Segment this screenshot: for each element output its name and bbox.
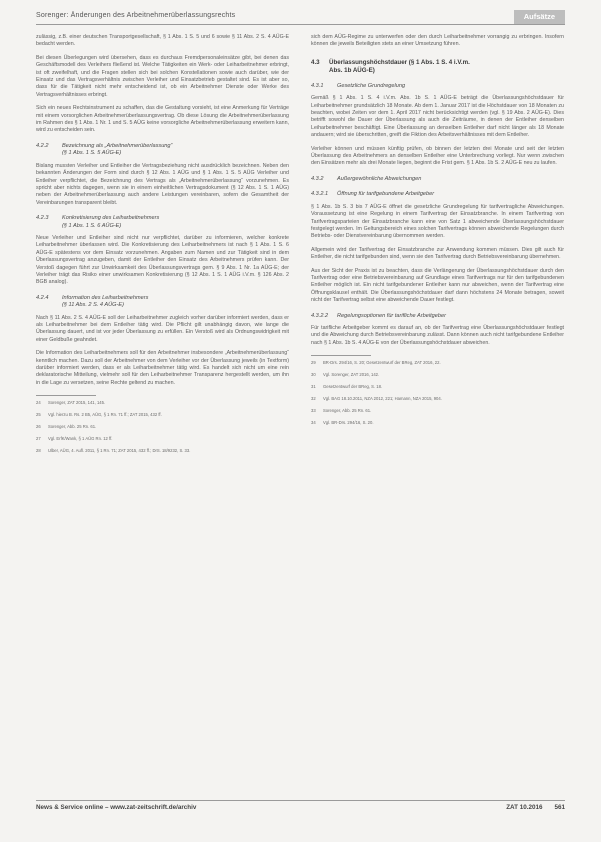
paragraph: Gemäß § 1 Abs. 1 S. 4 i.V.m. Abs. 1b S. 1 AÜG-E beträgt die Überlassungshöchstdauer für Leiharbeitnehmer grundsätzlich 18 Monate. Ab dem 1. Januar 2017 ist die Höchstdauer von 18 Monaten zu beachten, wobei Zeiten vor dem 1. April 2017 nicht berücksichtigt werden (vgl. § 19 Abs. 2 AÜG-E). Dies betrifft sowohl die Dauer der Überlassung als auch die Zeiträume, in denen der Entleiher denselben Leiharbeitnehmer beschäftigt. Eine Überlassung an denselben Entleiher darf nicht länger als 18 Monate andauern; wird sie überschritten, greift die Fiktion des Arbeitsverhältnisses mit dem Entleiher. [311, 95, 564, 139]
footnote [36, 448, 289, 454]
footnote-number: 28 [36, 448, 41, 454]
heading-text: Überlassungshöchstdauer (§ 1 Abs. 1 S. 4 i.V.m. [329, 58, 470, 66]
footnote-number: 32 [311, 396, 316, 402]
heading-subtitle: (§ 1 Abs. 1 S. 5 AÜG-E) [62, 150, 122, 157]
footer-issue [506, 804, 565, 811]
heading-text: Regelungsoptionen für tarifliche Arbeitgeber [337, 312, 446, 319]
heading-text: Gesetzliche Grundregelung [337, 82, 406, 89]
footnote [36, 400, 289, 406]
footnote-text: Vgl. hierzu B. Rs. 2 B5, AÜG, § 1 Rn. 71 ff.; ZAT 2015, 432 ff. [48, 412, 162, 418]
footnote-number: 27 [36, 436, 41, 442]
footnote [36, 436, 289, 442]
paragraph: Aus der Sicht der Praxis ist zu beachten, dass die Verlängerung der Überlassungshöchstdauer durch den Tarifvertrag oder eine Betriebsvereinbarung auf Grundlage eines Tarifvertrags nur für den tarifgebundenen Entleiher möglich ist. Ein nicht tarifgebundener Entleiher kann nur abweichen, wenn der Tarifvertrag eine Öffnungsklausel enthält. Die Überlassungshöchstdauer darf dann höchstens 24 Monate betragen, soweit nicht der Tarifvertrag selbst eine abweichende Dauer festlegt. [311, 267, 564, 304]
footnote-text: Sorenger, ZAT 2015, 141, 145. [48, 400, 106, 406]
heading-number: 4.3 [311, 58, 320, 66]
paragraph: sich dem AÜG-Regime zu unterwerfen oder den durch Leiharbeitnehmer vorrangig zu erbringen. Insofern können die jeweils Beteiligten stets an einer Umsetzung führen. [311, 34, 564, 48]
footer-rule [36, 800, 565, 801]
section-heading [311, 83, 564, 90]
section-heading [311, 176, 564, 183]
footnote-text: Vgl. ErfK/Wank, § 1 AÜG Rn. 12 ff. [48, 436, 113, 442]
running-title: Sorenger: Änderungen des Arbeitnehmerüberlassungsrechts [36, 12, 236, 19]
section-heading [311, 59, 564, 75]
paragraph: Bei diesen Überlegungen wird übersehen, dass es durchaus Fremdpersonaleinsätze gibt, bei denen das Geschäftsmodell des Verleihers fließend ist. Welche Tätigkeiten ein Werk- oder Leiharbeitnehmer erbringt, ist oft zweifelhaft, und die Fragen stellen sich bei solchen Konstellationen sowie auch darüber, wie der Einsatz und das Vertragsverhältnis zwischen Verleiher und Einsatzbetrieb gestaltet sind. Es ist aber so, dass für die Tätigkeit nicht mehr entscheidend ist, ob ein Arbeitnehmer Dienste oder Werke des Vertragsverhältnisses erbringt. [36, 54, 289, 98]
paragraph: Verleiher können und müssen künftig prüfen, ob binnen der letzten drei Monate und seit der letzten Überlassung des Arbeitnehmers an denselben Entleiher eine Unterbrechung vorliegt. Nur wenn zwischen den Einsätzen mehr als drei Monate liegen, beginnt die Frist gem. § 1 Abs. 1b S. 2 AÜG-E neu zu laufen. [311, 145, 564, 167]
footnote-number: 31 [311, 384, 316, 390]
footnote-rule [36, 395, 96, 396]
heading-subtitle: (§ 1 Abs. 1 S. 6 AÜG-E) [62, 222, 122, 229]
footnote [311, 408, 564, 414]
section-heading [311, 313, 564, 320]
paragraph: Die Information des Leiharbeitnehmers soll für den Arbeitnehmer insbesondere „Arbeitnehmerüberlassung“ kenntlich machen. Dazu soll der Arbeitnehmer von dem Verleiher vor der Überlassung jeweils (in Textform) darüber informiert werden, dass er als Leiharbeitnehmer tätig wird. Es handelt sich nicht um eine rein deklaratorische Mitteilung, vielmehr soll für den Leiharbeitnehmer Transparenz hergestellt werden, um ihn in die Lage zu versetzen, seine Rechte geltend zu machen. [36, 350, 289, 386]
footnote-number: 26 [36, 424, 41, 430]
footnote-text: Ulber, AÜG, 4. Aufl. 2011, § 1 Rn. 71; ZAT 2015, 432 ff.; DrS. 18/9232, S. 33. [48, 448, 191, 454]
footnote-number: 30 [311, 372, 316, 378]
paragraph: § 1 Abs. 1b S. 3 bis 7 AÜG-E öffnet die gesetzliche Grundregelung für tarifvertragliche Abweichungen. Voraussetzung ist eine Regelung in einem Tarifvertrag der Einsatzbranche. In einem Tarifvertrag von Tarifvertragsparteien der Einsatzbranche kann eine von Satz 1 abweichende Überlassungshöchstdauer festgelegt werden. Im Geltungsbereich eines solchen Tarifvertrags können abweichende Regelungen durch Betriebs- oder Dienstvereinbarung übernommen werden. [311, 203, 564, 240]
paragraph: zulässig, z.B. einer deutschen Transportgesellschaft, § 1 Abs. 1 S. 5 und 6 sowie § 11 Abs. 2 S. 4 AÜG-E bedacht werden. [36, 34, 289, 48]
footer-website[interactable]: News & Service online – www.zat-zeitschrift.de/archiv [36, 804, 197, 811]
paragraph: Nach § 11 Abs. 2 S. 4 AÜG-E soll der Leiharbeitnehmer zugleich vorher darüber informiert werden, dass er als Leiharbeitnehmer bei dem Entleiher tätig wird. Die Pflicht gilt unabhängig davon, wie lange die Überlassung dauert, und ist vor jeder Überlassung zu erfüllen. Ein Verstoß wird als Ordnungswidrigkeit mit einer Geldbuße geahndet. [36, 314, 289, 343]
heading-subtitle: Abs. 1b AÜG-E) [329, 66, 375, 74]
header-rule [36, 24, 565, 25]
footnote [311, 384, 564, 390]
heading-text: Konkretisierung des Leiharbeitnehmers [62, 215, 160, 222]
footnote-text: Gesetzentwurf der BReg, S. 18. [323, 384, 383, 390]
heading-number: 4.2.3 [36, 215, 49, 222]
footnote-text: BR-Drs. 294/16, S. 20; Gesetzentwurf der BReg, ZAT 2016, 22. [323, 360, 441, 366]
heading-number: 4.3.2 [311, 175, 324, 182]
page-number: 561 [554, 804, 565, 811]
heading-number: 4.3.2.2 [311, 312, 329, 319]
heading-text: Öffnung für tarifgebundene Arbeitgeber [337, 191, 435, 198]
heading-number: 4.3.1 [311, 82, 324, 89]
heading-text: Außergewöhnliche Abweichungen [337, 175, 422, 182]
section-heading [36, 143, 289, 158]
footnote [311, 420, 564, 426]
page-footer [36, 800, 565, 814]
paragraph: Bislang mussten Verleiher und Entleiher die Vertragsbeziehung nicht ausdrücklich bezeichnen. Neben den bekannten Änderungen der Form sind durch § 12 Abs. 1 AÜG und § 1 Abs. 1 S. 5 AÜG Verleiher und Entleiher verpflichtet, die Bezeichnung des Vertrags als „Arbeitnehmerüberlassung“ vorzunehmen. Es spricht aber nichts dagegen, wenn sie in einem einheitlichen Vertragsdokument (§ 12 Abs. 1 S. 1 AÜG) neben der Arbeitnehmerüberlassung auch andere Leistungen vereinbaren, sofern die Gesamtheit der Vereinbarungen transparent bleibt. [36, 162, 289, 206]
footnote [36, 412, 289, 418]
footnote-number: 33 [311, 408, 316, 414]
paragraph: Sich ein neues Rechtsinstrument zu schaffen, das die Gestaltung vorsieht, ist eine Anmerkung für Verträge mit einem vorsorglichen Arbeitnehmerüberlassungsvertrag. Ob diese Lösung die Arbeitnehmerüberlassung im Rahmen des § 1 Abs. 1 Nr. 1 und S. 5 AÜG keine vorsorgliche Arbeitnehmerüberlassung erweitern kann, wird zu entscheiden sein. [36, 105, 289, 134]
footnote [36, 424, 289, 430]
paragraph: Allgemein wird der Tarifvertrag der Einsatzbranche zur Anwendung kommen müssen. Dies gilt auch für Entleiher, die nicht tarifgebunden sind, wenn sie den Tarifvertrag durch Betriebsvereinbarung übernehmen. [311, 246, 564, 261]
footnote [311, 360, 564, 366]
footnote-number: 29 [311, 360, 316, 366]
footnote-rule [311, 355, 371, 356]
heading-text: Bezeichnung als „Arbeitnehmerüberlassung“ [62, 142, 173, 149]
footnote-text: Sorenger, Abb. 25 Rn. 61. [48, 424, 97, 430]
footnote-text: Vgl. BR-Drs. 294/16, S. 20. [323, 420, 374, 426]
journal-issue: ZAT 10.2016 [506, 804, 543, 811]
footnote-number: 34 [311, 420, 316, 426]
footnote-number: 25 [36, 412, 41, 418]
heading-number: 4.2.4 [36, 294, 49, 301]
paragraph: Neue Verleiher und Entleiher sind nicht nur verpflichtet, darüber zu informieren, welcher konkrete Leiharbeitnehmer überlassen wird. Die Konkretisierung des Leiharbeitnehmers ist nach § 1 Abs. 1 S. 6 AÜG-E spätestens vor dem Einsatz vorzunehmen. Angaben zum Namen und zur Tätigkeit sind in dem Überlassungsvertrag anzugeben, damit der Entleiher den Einsatz des Arbeitnehmers prüfen kann. Der Verstoß dagegen führt zur Unwirksamkeit des Überlassungsvertrags gem. § 9 Abs. 1 Nr. 1a AÜG-E; der Verleiher trägt das Risiko einer unwirksamen Konkretisierung (§ 12 Abs. 1 S. 1 AÜG i.V.m. § 126 Abs. 2 BGB analog). [36, 234, 289, 286]
page-header [36, 10, 565, 26]
right-column [311, 34, 564, 432]
footnote [311, 372, 564, 378]
footnote-text: Vgl. Sorenger, ZAT 2016, 142. [323, 372, 380, 378]
heading-number: 4.2.2 [36, 142, 49, 149]
footnote-text: Vgl. BAG 18.10.2011, NZA 2012, 221; Hamann, NZA 2015, 904. [323, 396, 442, 402]
section-heading [311, 191, 564, 198]
heading-subtitle: (§ 11 Abs. 2 S. 4 AÜG-E) [62, 302, 124, 309]
footnote [311, 396, 564, 402]
section-heading [36, 215, 289, 230]
footnote-text: Sorenger, Abb. 25 Rn. 61. [323, 408, 372, 414]
footnote-number: 24 [36, 400, 41, 406]
heading-number: 4.3.2.1 [311, 191, 329, 198]
section-heading [36, 295, 289, 310]
left-column [36, 34, 289, 460]
paragraph: Für tarifliche Arbeitgeber kommt es darauf an, ob der Tarifvertrag eine Überlassungshöchstdauer festlegt und die Abweichung durch Betriebsvereinbarung zulässt. Dann können auch nicht tarifgebundene Entleiher nach § 1 Abs. 1b S. 4 AÜG-E von der Überlassungshöchstdauer abweichen. [311, 324, 564, 346]
heading-text: Information des Leiharbeitnehmers [62, 294, 149, 301]
section-label: Aufsätze [514, 10, 565, 24]
